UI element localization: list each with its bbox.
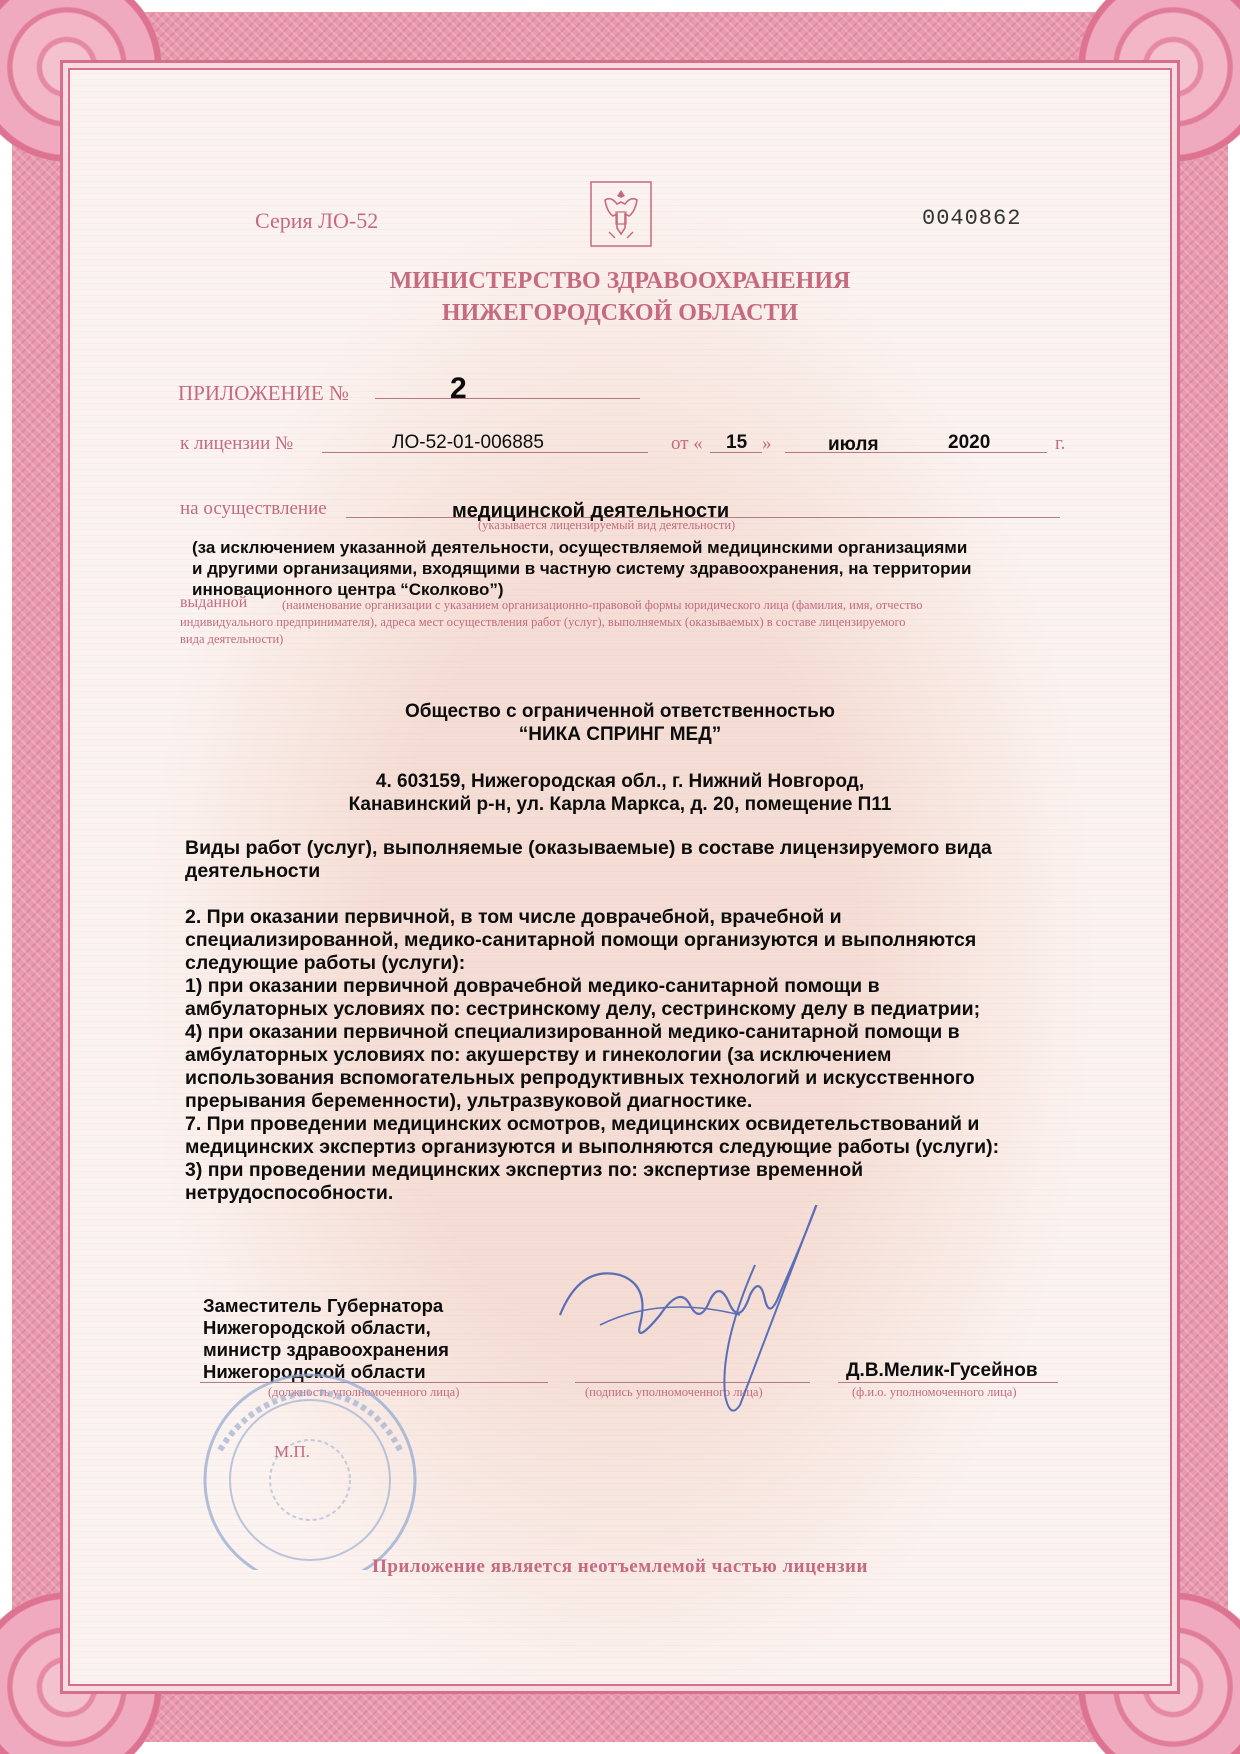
- activity-exclusion-line: инновационного центра “Сколково”): [192, 580, 504, 599]
- activity-exclusion: [192, 537, 971, 600]
- works-line: использования вспомогательных репродуктивных технологий и искусственного: [185, 1067, 975, 1089]
- serial-number: 0040862: [922, 206, 1022, 231]
- activity-hint: (указывается лицензируемый вид деятельности): [478, 518, 736, 532]
- handwritten-signature-icon: [540, 1205, 840, 1425]
- issued-hint-line: индивидуального предпринимателя), адреса мест осуществления работ (услуг), выполняемых (оказываемых) в составе лицензируемого: [180, 615, 906, 629]
- works-line: специализированной, медико-санитарной помощи организуются и выполняются: [185, 929, 977, 951]
- works-line: амбулаторных условиях по: сестринскому делу, сестринскому делу в педиатрии;: [185, 998, 981, 1020]
- activity-value: медицинской деятельности: [452, 500, 730, 522]
- official-seal-icon: [190, 1370, 450, 1570]
- works-line: прерывания беременности), ультразвуковой диагностике.: [185, 1090, 753, 1112]
- license-quote-close: »: [762, 433, 772, 454]
- appendix-number-line: [375, 398, 640, 399]
- license-from-label: от «: [671, 433, 703, 454]
- license-date-line: [785, 452, 1047, 453]
- activity-exclusion-line: и другими организациями, входящими в частную систему здравоохранения, на территории: [192, 559, 972, 578]
- license-year-suffix: г.: [1055, 433, 1066, 454]
- works-line: следующие работы (услуги):: [185, 952, 466, 974]
- name-line: [838, 1382, 1058, 1383]
- works-line: 1) при оказании первичной доврачебной медико-санитарной помощи в: [185, 975, 880, 997]
- signatory-position-line: Нижегородской области,: [203, 1317, 431, 1338]
- works-line: 3) при проведении медицинских экспертиз по: экспертизе временной: [185, 1159, 864, 1181]
- appendix-label: ПРИЛОЖЕНИЕ №: [178, 381, 349, 405]
- issued-label: выданной: [180, 594, 248, 611]
- signature-hint: (подпись уполномоченного лица): [585, 1385, 763, 1399]
- ministry-title-line1: МИНИСТЕРСТВО ЗДРАВООХРАНЕНИЯ: [389, 268, 851, 294]
- license-day: 15: [726, 432, 748, 453]
- coat-of-arms-icon: [585, 178, 657, 250]
- license-year: 2020: [948, 432, 991, 453]
- works-line: деятельности: [185, 860, 321, 882]
- organization-address-line2: Канавинский р-н, ул. Карла Маркса, д. 20, помещение П11: [348, 794, 892, 815]
- works-line: 4) при оказании первичной специализированной медико-санитарной помощи в: [185, 1021, 960, 1043]
- ministry-title-line2: НИЖЕГОРОДСКОЙ ОБЛАСТИ: [441, 300, 799, 326]
- license-month: июля: [828, 434, 879, 455]
- works-line: [185, 883, 1085, 906]
- works-line: медицинских экспертиз организуются и выполняются следующие работы (услуги):: [185, 1136, 1000, 1158]
- issued-hint-line: вида деятельности): [180, 632, 284, 646]
- signatory-position-line: Нижегородской области: [203, 1361, 426, 1382]
- license-label: к лицензии №: [180, 433, 294, 454]
- signatory-name: Д.В.Мелик-Гусейнов: [846, 1360, 1038, 1381]
- series-value: ЛО-52: [318, 208, 379, 233]
- works-line: Виды работ (услуг), выполняемые (оказываемые) в составе лицензируемого вида: [185, 837, 992, 859]
- license-number: ЛО-52-01-006885: [392, 432, 544, 453]
- series: [255, 208, 378, 234]
- appendix-number: 2: [450, 372, 467, 405]
- activity-label: на осуществление: [180, 498, 327, 519]
- seal-label: М.П.: [274, 1442, 310, 1461]
- works-line: 2. При оказании первичной, в том числе доврачебной, врачебной и: [185, 906, 842, 928]
- series-label: Серия: [255, 208, 313, 233]
- name-hint: (ф.и.о. уполномоченного лица): [852, 1385, 1017, 1399]
- activity-exclusion-line: (за исключением указанной деятельности, осуществляемой медицинскими организациями: [192, 538, 968, 557]
- organization-name: [0, 700, 1240, 746]
- issued-hint-line: (наименование организации с указанием организационно-правовой формы юридического лица (фамилия, имя, отчество: [282, 598, 923, 612]
- organization-name-line2: “НИКА СПРИНГ МЕД”: [518, 724, 722, 745]
- organization-address-line1: 4. 603159, Нижегородская обл., г. Нижний Новгород,: [375, 771, 865, 792]
- organization-name-line1: Общество с ограниченной ответственностью: [404, 701, 836, 722]
- organization-address: [0, 770, 1240, 816]
- works-list: [185, 837, 1085, 1205]
- footer-note: Приложение является неотъемлемой частью лицензии: [372, 1556, 868, 1577]
- works-line: нетрудоспособности.: [185, 1182, 394, 1204]
- signatory-position-line: министр здравоохранения: [203, 1339, 449, 1360]
- issued-hint: [180, 597, 1080, 648]
- works-line: амбулаторных условиях по: акушерству и гинекологии (за исключением: [185, 1044, 892, 1066]
- signatory-position-line: Заместитель Губернатора: [203, 1295, 444, 1316]
- position-hint: (должность уполномоченного лица): [268, 1385, 460, 1399]
- works-line: 7. При проведении медицинских осмотров, медицинских освидетельствований и: [185, 1113, 980, 1135]
